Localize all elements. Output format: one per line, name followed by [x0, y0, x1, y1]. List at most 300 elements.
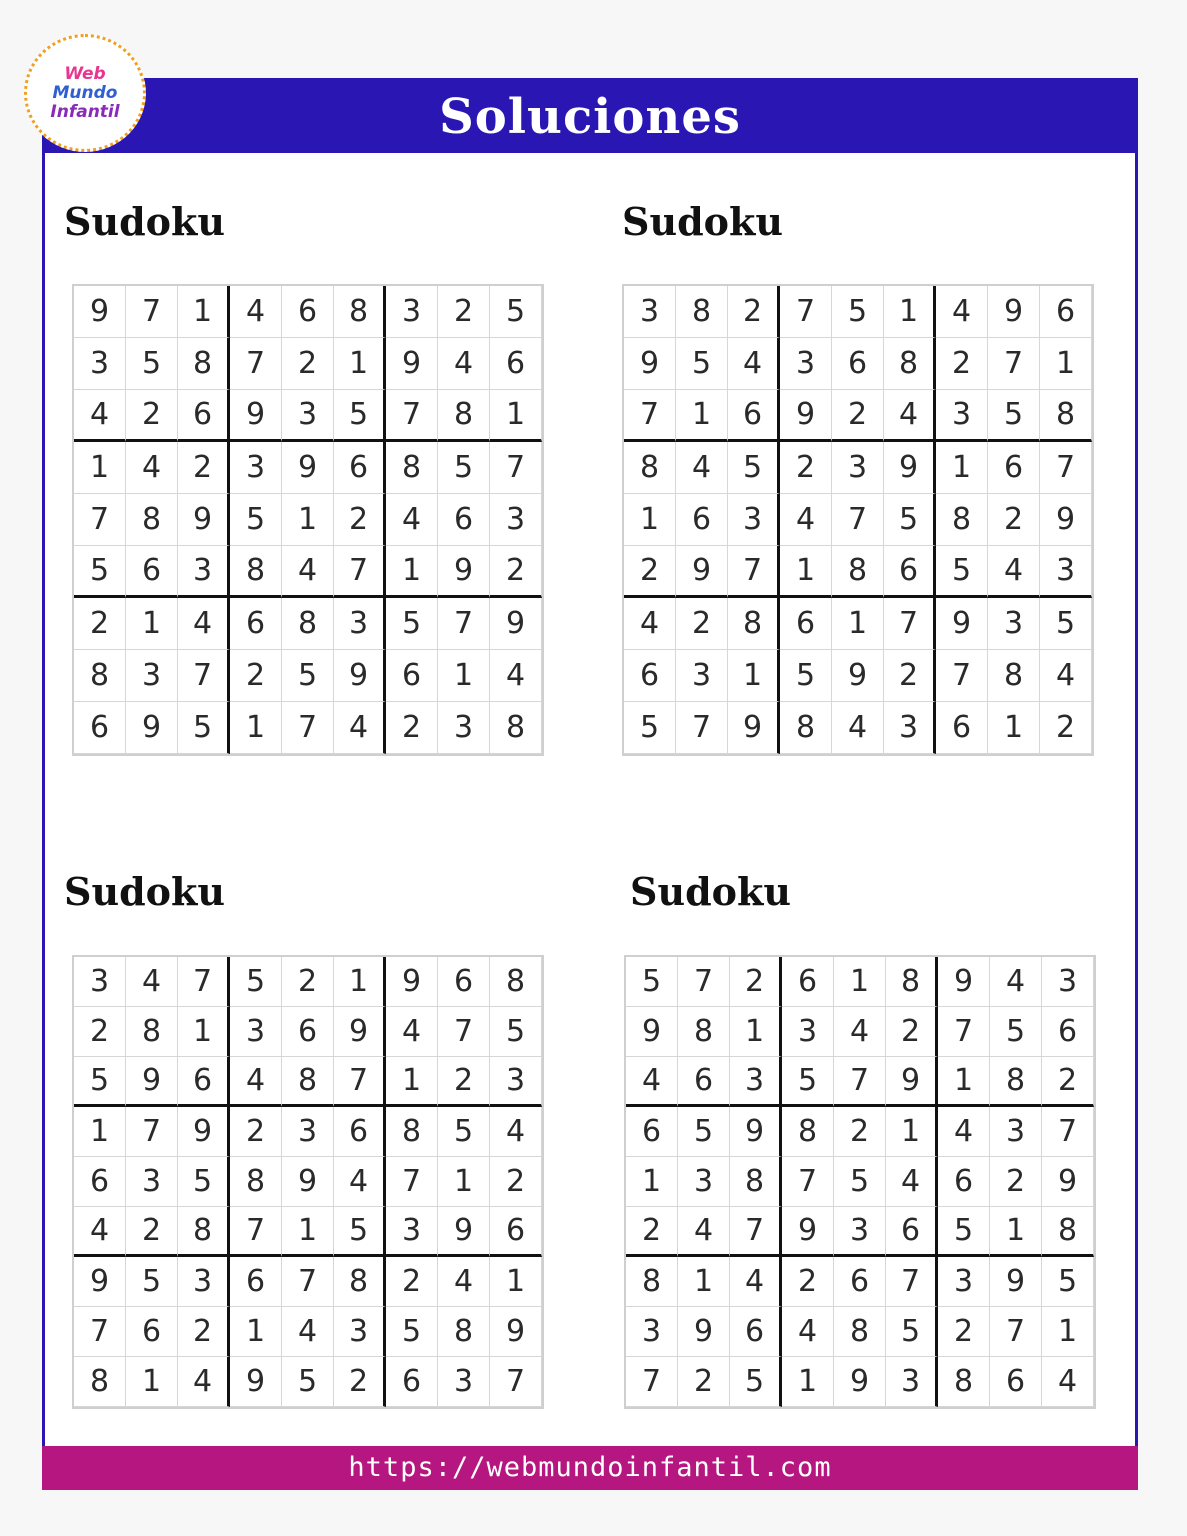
sudoku-cell: 4: [780, 494, 832, 546]
sudoku-cell: 3: [490, 1057, 542, 1107]
sudoku-cell: 3: [230, 442, 282, 494]
sudoku-cell: 5: [678, 1107, 730, 1157]
sudoku-cell: 5: [938, 1207, 990, 1257]
sudoku-cell: 4: [1042, 1357, 1094, 1407]
sudoku-cell: 4: [282, 1307, 334, 1357]
sudoku-cell: 3: [178, 546, 230, 598]
sudoku-cell: 8: [126, 494, 178, 546]
sudoku-cell: 2: [74, 598, 126, 650]
sudoku-cell: 4: [988, 546, 1040, 598]
sudoku-cell: 5: [884, 494, 936, 546]
sudoku-cell: 8: [990, 1057, 1042, 1107]
sudoku-cell: 2: [386, 702, 438, 754]
sudoku-cell: 8: [678, 1007, 730, 1057]
sudoku-grid-1: [72, 284, 544, 756]
sudoku-cell: 3: [386, 1207, 438, 1257]
sudoku-cell: 6: [676, 494, 728, 546]
sudoku-cell: 5: [74, 546, 126, 598]
sudoku-cell: 8: [886, 957, 938, 1007]
sudoku-cell: 9: [282, 1157, 334, 1207]
sudoku-cell: 7: [886, 1257, 938, 1307]
sudoku-cell: 5: [1042, 1257, 1094, 1307]
sudoku-cell: 3: [624, 286, 676, 338]
sudoku-cell: 3: [834, 1207, 886, 1257]
sudoku-cell: 6: [74, 1157, 126, 1207]
sudoku-cell: 1: [490, 390, 542, 442]
sudoku-cell: 6: [126, 1307, 178, 1357]
sudoku-cell: 4: [178, 1357, 230, 1407]
sudoku-cell: 5: [780, 650, 832, 702]
sudoku-cell: 5: [126, 1257, 178, 1307]
sudoku-cell: 3: [988, 598, 1040, 650]
sudoku-cell: 4: [490, 650, 542, 702]
sudoku-cell: 2: [1042, 1057, 1094, 1107]
sudoku-cell: 3: [936, 390, 988, 442]
sudoku-cell: 9: [782, 1207, 834, 1257]
sudoku-cell: 6: [990, 1357, 1042, 1407]
sudoku-cell: 9: [1040, 494, 1092, 546]
sudoku-cell: 4: [230, 286, 282, 338]
sudoku-cell: 7: [1040, 442, 1092, 494]
sudoku-cell: 2: [490, 1157, 542, 1207]
sudoku-cell: 2: [438, 286, 490, 338]
sudoku-cell: 5: [74, 1057, 126, 1107]
sudoku-cell: 6: [1042, 1007, 1094, 1057]
sudoku-cell: 6: [884, 546, 936, 598]
sudoku-cell: 8: [1042, 1207, 1094, 1257]
sudoku-cell: 6: [438, 957, 490, 1007]
sudoku-cell: 2: [74, 1007, 126, 1057]
sudoku-cell: 4: [678, 1207, 730, 1257]
sudoku-cell: 4: [386, 1007, 438, 1057]
sudoku-cell: 9: [678, 1307, 730, 1357]
sudoku-cell: 5: [386, 598, 438, 650]
sudoku-cell: 1: [230, 1307, 282, 1357]
logo-text-line2: Mundo: [52, 82, 118, 103]
sudoku-cell: 5: [490, 1007, 542, 1057]
sudoku-cell: 5: [230, 957, 282, 1007]
sudoku-cell: 1: [282, 1207, 334, 1257]
sudoku-cell: 7: [490, 442, 542, 494]
sudoku-cell: 8: [676, 286, 728, 338]
sudoku-cell: 8: [782, 1107, 834, 1157]
sudoku-cell: 7: [126, 286, 178, 338]
sudoku-cell: 5: [126, 338, 178, 390]
sudoku-cell: 9: [178, 1107, 230, 1157]
sudoku-cell: 4: [884, 390, 936, 442]
sudoku-cell: 9: [230, 1357, 282, 1407]
sudoku-cell: 8: [936, 494, 988, 546]
sudoku-cell: 9: [730, 1107, 782, 1157]
sudoku-cell: 4: [626, 1057, 678, 1107]
sudoku-cell: 4: [676, 442, 728, 494]
sudoku-cell: 8: [1040, 390, 1092, 442]
sudoku-cell: 7: [490, 1357, 542, 1407]
sudoku-cell: 5: [230, 494, 282, 546]
sudoku-cell: 6: [386, 650, 438, 702]
sudoku-cell: 9: [936, 598, 988, 650]
sudoku-cell: 9: [834, 1357, 886, 1407]
sudoku-cell: 1: [782, 1357, 834, 1407]
sudoku-cell: 5: [490, 286, 542, 338]
sudoku-cell: 1: [438, 1157, 490, 1207]
sudoku-cell: 6: [626, 1107, 678, 1157]
sudoku-cell: 6: [490, 1207, 542, 1257]
sudoku-cell: 7: [282, 1257, 334, 1307]
sudoku-cell: 7: [230, 1207, 282, 1257]
sudoku-cell: 8: [438, 1307, 490, 1357]
sudoku-cell: 7: [832, 494, 884, 546]
sudoku-cell: 8: [282, 598, 334, 650]
sudoku-cell: 9: [334, 650, 386, 702]
sudoku-cell: 1: [386, 546, 438, 598]
sudoku-cell: 5: [782, 1057, 834, 1107]
sudoku-cell: 2: [780, 442, 832, 494]
sudoku-cell: 5: [386, 1307, 438, 1357]
sudoku-cell: 1: [282, 494, 334, 546]
sudoku-cell: 8: [178, 1207, 230, 1257]
sudoku-cell: 1: [490, 1257, 542, 1307]
sudoku-cell: 9: [438, 546, 490, 598]
sudoku-cell: 1: [990, 1207, 1042, 1257]
sudoku-cell: 9: [334, 1007, 386, 1057]
sudoku-cell: 5: [1040, 598, 1092, 650]
sudoku-cell: 9: [490, 598, 542, 650]
sudoku-cell: 5: [988, 390, 1040, 442]
sudoku-cell: 4: [990, 957, 1042, 1007]
sudoku-cell: 3: [178, 1257, 230, 1307]
sudoku-cell: 7: [334, 1057, 386, 1107]
sudoku-cell: 5: [282, 1357, 334, 1407]
sudoku-cell: 1: [334, 338, 386, 390]
sudoku-cell: 3: [74, 957, 126, 1007]
sudoku-cell: 8: [386, 442, 438, 494]
sudoku-cell: 8: [938, 1357, 990, 1407]
sudoku-cell: 4: [126, 442, 178, 494]
sudoku-cell: 8: [74, 650, 126, 702]
sudoku-cell: 3: [334, 1307, 386, 1357]
sudoku-cell: 2: [178, 1307, 230, 1357]
sudoku-cell: 7: [74, 1307, 126, 1357]
sudoku-cell: 4: [126, 957, 178, 1007]
sudoku-cell: 1: [988, 702, 1040, 754]
sudoku-cell: 5: [334, 390, 386, 442]
sudoku-cell: 4: [74, 1207, 126, 1257]
sudoku-cell: 6: [386, 1357, 438, 1407]
sudoku-cell: 8: [624, 442, 676, 494]
sudoku-cell: 3: [780, 338, 832, 390]
sudoku-cell: 5: [282, 650, 334, 702]
sudoku-grid-3: [72, 955, 544, 1409]
sudoku-cell: 8: [730, 1157, 782, 1207]
sudoku-cell: 9: [490, 1307, 542, 1357]
sudoku-cell: 1: [230, 702, 282, 754]
sudoku-cell: 2: [282, 957, 334, 1007]
sudoku-cell: 2: [490, 546, 542, 598]
sudoku-cell: 9: [728, 702, 780, 754]
sudoku-cell: 1: [886, 1107, 938, 1157]
sudoku-cell: 8: [178, 338, 230, 390]
sudoku-cell: 3: [832, 442, 884, 494]
sudoku-cell: 7: [230, 338, 282, 390]
sudoku-cell: 5: [438, 1107, 490, 1157]
sudoku-cell: 5: [834, 1157, 886, 1207]
sudoku-cell: 4: [728, 338, 780, 390]
sudoku-cell: 5: [990, 1007, 1042, 1057]
sudoku-cell: 6: [438, 494, 490, 546]
sudoku-cell: 4: [74, 390, 126, 442]
footer-bar: [42, 1446, 1138, 1490]
sudoku-cell: 4: [834, 1007, 886, 1057]
sudoku-cell: 7: [936, 650, 988, 702]
sudoku-cell: 2: [626, 1207, 678, 1257]
sudoku-cell: 1: [624, 494, 676, 546]
sudoku-cell: 8: [884, 338, 936, 390]
puzzle-title-3: Sudoku: [64, 869, 225, 914]
sudoku-cell: 2: [730, 957, 782, 1007]
sudoku-cell: 9: [624, 338, 676, 390]
sudoku-cell: 1: [386, 1057, 438, 1107]
sudoku-cell: 3: [728, 494, 780, 546]
sudoku-cell: 8: [832, 546, 884, 598]
sudoku-cell: 1: [936, 442, 988, 494]
sudoku-cell: 3: [282, 1107, 334, 1157]
footer-url: https://webmundoinfantil.com: [348, 1452, 832, 1483]
sudoku-cell: 1: [834, 957, 886, 1007]
sudoku-cell: 3: [74, 338, 126, 390]
sudoku-cell: 9: [780, 390, 832, 442]
sudoku-cell: 7: [938, 1007, 990, 1057]
sudoku-cell: 9: [988, 286, 1040, 338]
sudoku-cell: 1: [1042, 1307, 1094, 1357]
sudoku-cell: 6: [178, 390, 230, 442]
sudoku-cell: 9: [74, 286, 126, 338]
sudoku-cell: 5: [178, 702, 230, 754]
sudoku-cell: 9: [74, 1257, 126, 1307]
sudoku-cell: 3: [886, 1357, 938, 1407]
sudoku-cell: 7: [1042, 1107, 1094, 1157]
sudoku-cell: 3: [938, 1257, 990, 1307]
sudoku-cell: 8: [490, 957, 542, 1007]
sudoku-cell: 6: [282, 286, 334, 338]
sudoku-cell: 7: [626, 1357, 678, 1407]
sudoku-cell: 1: [728, 650, 780, 702]
sudoku-cell: 2: [936, 338, 988, 390]
sudoku-cell: 6: [334, 1107, 386, 1157]
sudoku-cell: 8: [334, 1257, 386, 1307]
sudoku-cell: 2: [988, 494, 1040, 546]
sudoku-cell: 7: [334, 546, 386, 598]
sudoku-cell: 7: [884, 598, 936, 650]
sudoku-cell: 6: [230, 598, 282, 650]
sudoku-cell: 3: [230, 1007, 282, 1057]
sudoku-cell: 3: [782, 1007, 834, 1057]
sudoku-cell: 7: [126, 1107, 178, 1157]
sudoku-cell: 3: [884, 702, 936, 754]
sudoku-cell: 1: [74, 1107, 126, 1157]
sudoku-cell: 6: [334, 442, 386, 494]
sudoku-cell: 5: [676, 338, 728, 390]
sudoku-cell: 9: [126, 702, 178, 754]
sudoku-cell: 2: [386, 1257, 438, 1307]
sudoku-cell: 7: [282, 702, 334, 754]
sudoku-cell: 7: [990, 1307, 1042, 1357]
sudoku-cell: 8: [230, 1157, 282, 1207]
sudoku-cell: 1: [334, 957, 386, 1007]
sudoku-cell: 9: [386, 957, 438, 1007]
sudoku-cell: 8: [126, 1007, 178, 1057]
sudoku-cell: 9: [884, 442, 936, 494]
sudoku-cell: 4: [334, 1157, 386, 1207]
logo-text-line1: Web: [64, 63, 106, 84]
sudoku-cell: 7: [728, 546, 780, 598]
sudoku-cell: 7: [780, 286, 832, 338]
sudoku-cell: 8: [334, 286, 386, 338]
sudoku-cell: 4: [1040, 650, 1092, 702]
sudoku-cell: 2: [126, 1207, 178, 1257]
sudoku-cell: 3: [438, 1357, 490, 1407]
sudoku-cell: 5: [624, 702, 676, 754]
sudoku-cell: 5: [936, 546, 988, 598]
sudoku-cell: 9: [438, 1207, 490, 1257]
sudoku-cell: 9: [230, 390, 282, 442]
sudoku-cell: 6: [782, 957, 834, 1007]
sudoku-cell: 5: [886, 1307, 938, 1357]
sudoku-cell: 2: [676, 598, 728, 650]
sudoku-cell: 1: [74, 442, 126, 494]
sudoku-cell: 7: [438, 598, 490, 650]
sudoku-cell: 3: [990, 1107, 1042, 1157]
sudoku-cell: 7: [676, 702, 728, 754]
sudoku-cell: 4: [490, 1107, 542, 1157]
header-banner: [45, 81, 1135, 153]
sudoku-cell: 2: [728, 286, 780, 338]
sudoku-cell: 8: [626, 1257, 678, 1307]
sudoku-cell: 6: [74, 702, 126, 754]
sudoku-cell: 7: [834, 1057, 886, 1107]
sudoku-cell: 9: [676, 546, 728, 598]
sudoku-cell: 5: [438, 442, 490, 494]
sudoku-cell: 6: [988, 442, 1040, 494]
sudoku-cell: 3: [678, 1157, 730, 1207]
puzzle-title-2: Sudoku: [622, 199, 783, 244]
sudoku-cell: 9: [886, 1057, 938, 1107]
sudoku-cell: 8: [728, 598, 780, 650]
sudoku-cell: 6: [780, 598, 832, 650]
sudoku-cell: 8: [386, 1107, 438, 1157]
sudoku-cell: 6: [678, 1057, 730, 1107]
sudoku-cell: 4: [230, 1057, 282, 1107]
sudoku-cell: 1: [126, 1357, 178, 1407]
sudoku-cell: 7: [730, 1207, 782, 1257]
sudoku-cell: 9: [832, 650, 884, 702]
sudoku-cell: 2: [990, 1157, 1042, 1207]
sudoku-cell: 1: [626, 1157, 678, 1207]
sudoku-cell: 7: [438, 1007, 490, 1057]
sudoku-cell: 7: [74, 494, 126, 546]
sudoku-cell: 5: [626, 957, 678, 1007]
sudoku-cell: 6: [834, 1257, 886, 1307]
puzzle-title-4: Sudoku: [630, 869, 791, 914]
sudoku-cell: 9: [990, 1257, 1042, 1307]
sudoku-cell: 5: [730, 1357, 782, 1407]
sudoku-cell: 3: [490, 494, 542, 546]
sudoku-cell: 2: [1040, 702, 1092, 754]
sudoku-cell: 2: [178, 442, 230, 494]
sudoku-cell: 2: [230, 1107, 282, 1157]
sudoku-cell: 3: [282, 390, 334, 442]
sudoku-cell: 3: [334, 598, 386, 650]
sudoku-cell: 3: [1042, 957, 1094, 1007]
sudoku-cell: 8: [780, 702, 832, 754]
sudoku-cell: 9: [1042, 1157, 1094, 1207]
sudoku-cell: 6: [728, 390, 780, 442]
sudoku-cell: 1: [126, 598, 178, 650]
sudoku-cell: 6: [936, 702, 988, 754]
sudoku-cell: 9: [126, 1057, 178, 1107]
sudoku-cell: 4: [178, 598, 230, 650]
sudoku-cell: 8: [834, 1307, 886, 1357]
sudoku-cell: 4: [282, 546, 334, 598]
sudoku-cell: 6: [490, 338, 542, 390]
sudoku-cell: 6: [832, 338, 884, 390]
sudoku-cell: 1: [938, 1057, 990, 1107]
sudoku-cell: 5: [178, 1157, 230, 1207]
page-title: Soluciones: [439, 89, 741, 145]
sudoku-cell: 6: [624, 650, 676, 702]
sudoku-cell: 6: [938, 1157, 990, 1207]
sudoku-cell: 3: [438, 702, 490, 754]
sudoku-cell: 4: [624, 598, 676, 650]
sudoku-cell: 3: [676, 650, 728, 702]
sudoku-cell: 1: [678, 1257, 730, 1307]
sudoku-cell: 6: [886, 1207, 938, 1257]
sudoku-grid-2: [622, 284, 1094, 756]
sudoku-cell: 1: [1040, 338, 1092, 390]
sudoku-cell: 6: [178, 1057, 230, 1107]
sudoku-cell: 2: [334, 1357, 386, 1407]
sudoku-cell: 7: [386, 390, 438, 442]
sudoku-cell: 2: [126, 390, 178, 442]
sudoku-cell: 4: [730, 1257, 782, 1307]
sudoku-cell: 4: [386, 494, 438, 546]
sudoku-cell: 2: [334, 494, 386, 546]
sudoku-cell: 4: [438, 338, 490, 390]
sudoku-cell: 9: [386, 338, 438, 390]
sudoku-cell: 5: [728, 442, 780, 494]
sudoku-cell: 9: [938, 957, 990, 1007]
sudoku-cell: 4: [438, 1257, 490, 1307]
sudoku-cell: 4: [886, 1157, 938, 1207]
sudoku-cell: 3: [126, 650, 178, 702]
sudoku-grid-4: [624, 955, 1096, 1409]
sudoku-cell: 9: [282, 442, 334, 494]
sudoku-cell: 1: [730, 1007, 782, 1057]
sudoku-cell: 5: [334, 1207, 386, 1257]
sudoku-cell: 8: [438, 390, 490, 442]
sudoku-cell: 2: [938, 1307, 990, 1357]
sudoku-cell: 1: [178, 286, 230, 338]
logo: [24, 34, 146, 152]
sudoku-cell: 8: [282, 1057, 334, 1107]
sudoku-cell: 1: [178, 1007, 230, 1057]
logo-text-line3: Infantil: [50, 101, 120, 122]
sudoku-cell: 8: [74, 1357, 126, 1407]
sudoku-cell: 1: [780, 546, 832, 598]
sudoku-cell: 2: [886, 1007, 938, 1057]
sudoku-cell: 2: [282, 338, 334, 390]
sudoku-cell: 4: [832, 702, 884, 754]
